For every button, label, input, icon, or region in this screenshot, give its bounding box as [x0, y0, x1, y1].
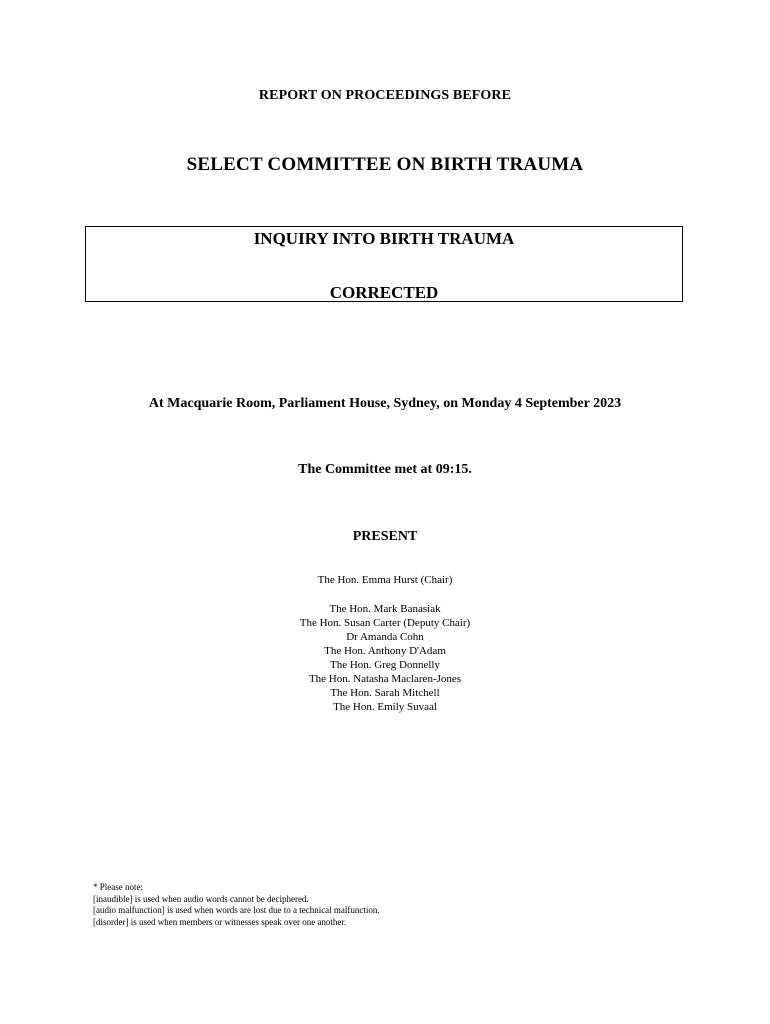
members-list: [0, 602, 770, 714]
transcript-notes: [93, 882, 380, 928]
member-item: The Hon. Susan Carter (Deputy Chair): [299, 617, 471, 629]
present-heading: PRESENT: [352, 529, 418, 544]
note-line: [disorder] is used when members or witnesses speak over one another.: [93, 916, 347, 927]
member-item: The Hon. Natasha Maclaren-Jones: [308, 673, 462, 685]
committee-title: SELECT COMMITTEE ON BIRTH TRAUMA: [186, 154, 584, 175]
chair-member: The Hon. Emma Hurst (Chair): [317, 574, 453, 586]
corrected-status: CORRECTED: [329, 283, 439, 302]
report-heading: REPORT ON PROCEEDINGS BEFORE: [258, 88, 512, 103]
inquiry-title: INQUIRY INTO BIRTH TRAUMA: [253, 229, 515, 248]
member-item: The Hon. Emily Suvaal: [333, 701, 437, 713]
meeting-location: At Macquarie Room, Parliament House, Sydney, on Monday 4 September 2023: [148, 396, 622, 411]
notes-heading: * Please note:: [93, 882, 143, 892]
member-item: The Hon. Anthony D'Adam: [324, 645, 446, 657]
note-line: [inaudible] is used when audio words cannot be deciphered.: [93, 893, 309, 904]
inquiry-box: [85, 226, 683, 302]
member-item: Dr Amanda Cohn: [346, 631, 424, 643]
member-item: The Hon. Mark Banasiak: [329, 603, 441, 615]
meeting-start-time: The Committee met at 09:15.: [298, 462, 472, 477]
note-line: [audio malfunction] is used when words are lost due to a technical malfunction.: [93, 905, 380, 915]
member-item: The Hon. Greg Donnelly: [330, 659, 440, 671]
member-item: The Hon. Sarah Mitchell: [330, 687, 440, 699]
